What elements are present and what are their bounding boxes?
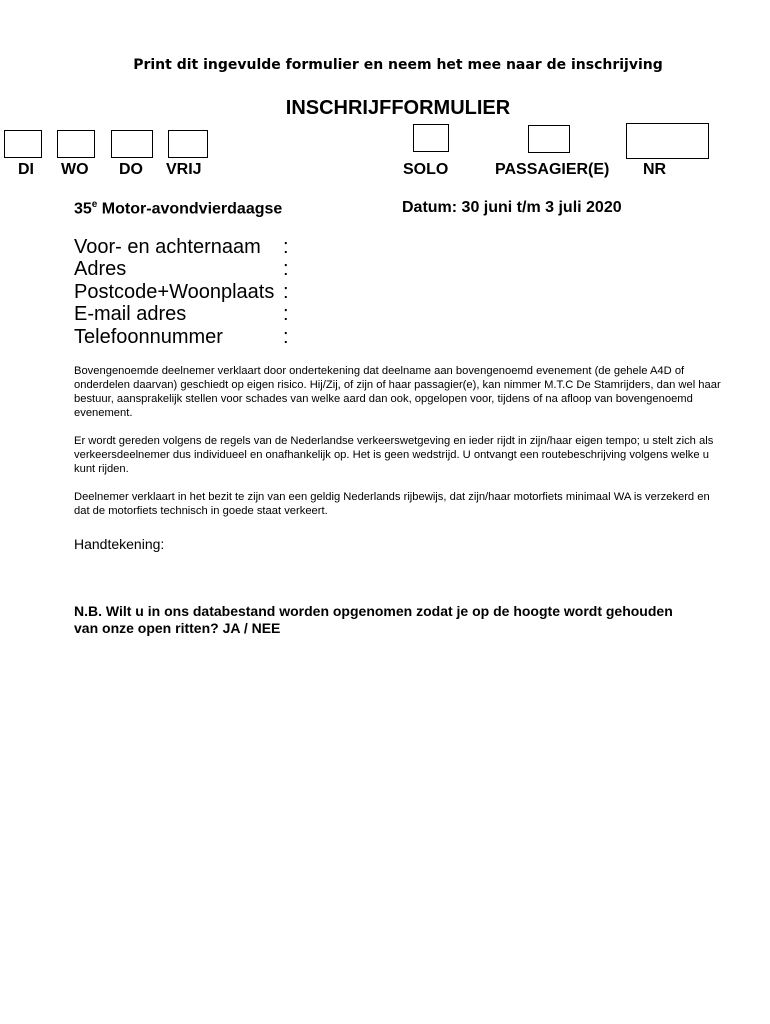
field-colon-postcode: : (283, 281, 289, 303)
event-ordinal: e (91, 199, 98, 210)
number-label: NR (643, 161, 667, 178)
event-number: 35 (74, 200, 92, 218)
license-paragraph: Deelnemer verklaart in het bezit te zijn van een geldig Nederlands rijbewijs, dat zijn/haar motorfiets minimaal WA is verzekerd en dat de motorfiets technisch in goede staat verkeert. (74, 491, 710, 517)
field-colon-email: : (283, 303, 289, 325)
checkbox-di[interactable] (4, 130, 42, 158)
event-title: Motor-avondvierdaagse (97, 200, 283, 218)
checkbox-passenger[interactable] (528, 125, 570, 153)
checkbox-wo[interactable] (57, 130, 95, 158)
field-colon-name: : (283, 236, 289, 258)
database-opt-in-note: N.B. Wilt u in ons databestand worden opgenomen zodat je op de hoogte wordt gehouden van onze open ritten? JA / NEE (74, 603, 673, 636)
day-label-wo: WO (61, 161, 89, 178)
event-name (74, 199, 282, 218)
checkbox-solo[interactable] (413, 124, 449, 152)
field-label-phone: Telefoonnummer (74, 326, 223, 348)
field-label-name: Voor- en achternaam (74, 236, 261, 258)
solo-label: SOLO (403, 161, 449, 178)
checkbox-vrij[interactable] (168, 130, 208, 158)
form-title: INSCHRIJFFORMULIER (285, 97, 511, 119)
day-label-vrij: VRIJ (166, 161, 202, 178)
checkbox-do[interactable] (111, 130, 153, 158)
field-label-address: Adres (74, 258, 127, 280)
liability-paragraph: Bovengenoemde deelnemer verklaart door ondertekening dat deelname aan bovengenoemd evenement (de gehele A4D of onderdelen daarvan) geschiedt op eigen risico. Hij/Zij, of zijn of haar passagier(e), kan nimmer M.T.C De Stamrijders, dan wel haar bestuur, aansprakelijk stellen voor schades van welke aard dan ook, opgelopen voor, tijdens of na afloop van bovengenoemd evenement. (74, 365, 721, 419)
passenger-label: PASSAGIER(E) (495, 161, 610, 178)
field-colon-address: : (283, 258, 289, 280)
field-label-postcode: Postcode+Woonplaats (74, 281, 275, 303)
day-label-di: DI (18, 161, 34, 178)
field-colon-phone: : (283, 326, 289, 348)
field-label-email: E-mail adres (74, 303, 187, 325)
print-instruction: Print dit ingevulde formulier en neem het mee naar de inschrijving (133, 57, 663, 73)
signature-label: Handtekening: (74, 536, 165, 552)
event-date: Datum: 30 juni t/m 3 juli 2020 (402, 199, 622, 216)
number-box[interactable] (626, 123, 709, 159)
day-label-do: DO (119, 161, 143, 178)
traffic-rules-paragraph: Er wordt gereden volgens de regels van de Nederlandse verkeerswetgeving en ieder rijdt in zijn/haar eigen tempo; u stelt zich als verkeersdeelnemer dus individueel en onafhankelijk op. Het is geen wedstrijd. U ontvangt een routebeschrijving volgens welke u kunt rijden. (74, 435, 714, 475)
